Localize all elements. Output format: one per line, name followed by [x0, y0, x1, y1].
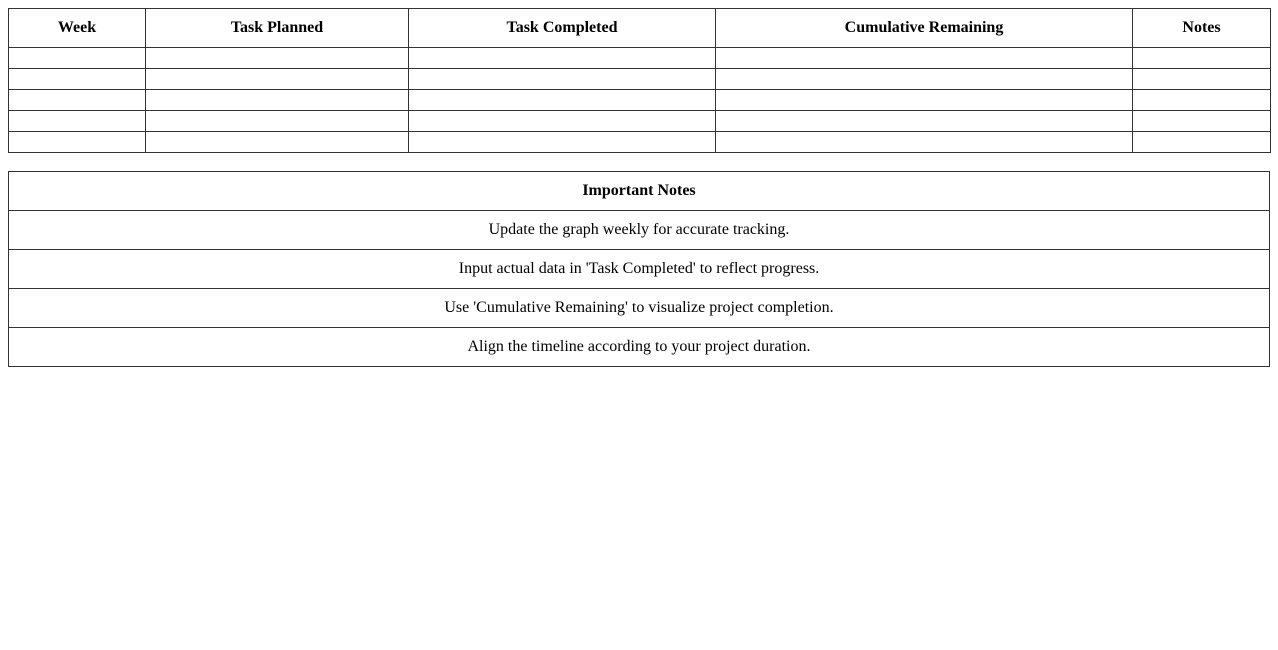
cell-week[interactable] [9, 132, 146, 153]
important-notes-table [8, 171, 1270, 367]
cell-week[interactable] [9, 69, 146, 90]
cell-notes[interactable] [1133, 132, 1271, 153]
cell-task-planned[interactable] [146, 111, 409, 132]
cell-task-completed[interactable] [409, 90, 716, 111]
table-row [9, 90, 1271, 111]
table-row [9, 111, 1271, 132]
cell-task-completed[interactable] [409, 132, 716, 153]
cell-task-completed[interactable] [409, 69, 716, 90]
cell-week[interactable] [9, 90, 146, 111]
list-item [9, 328, 1270, 367]
list-item [9, 250, 1270, 289]
header-task-completed: Task Completed [409, 9, 716, 48]
note-item: Align the timeline according to your project duration. [9, 328, 1270, 367]
cell-week[interactable] [9, 48, 146, 69]
important-notes-title: Important Notes [9, 172, 1270, 211]
cell-notes[interactable] [1133, 48, 1271, 69]
cell-task-completed[interactable] [409, 111, 716, 132]
cell-notes[interactable] [1133, 90, 1271, 111]
header-notes: Notes [1133, 9, 1271, 48]
note-item: Input actual data in 'Task Completed' to reflect progress. [9, 250, 1270, 289]
table-row [9, 132, 1271, 153]
header-week: Week [9, 9, 146, 48]
cell-task-planned[interactable] [146, 90, 409, 111]
cell-task-planned[interactable] [146, 69, 409, 90]
cell-cumulative-remaining[interactable] [716, 69, 1133, 90]
note-item: Use 'Cumulative Remaining' to visualize project completion. [9, 289, 1270, 328]
cell-task-completed[interactable] [409, 48, 716, 69]
list-item [9, 211, 1270, 250]
cell-task-planned[interactable] [146, 48, 409, 69]
table-row [9, 69, 1271, 90]
cell-cumulative-remaining[interactable] [716, 90, 1133, 111]
notes-header-row [9, 172, 1270, 211]
tracker-table [8, 8, 1271, 153]
cell-cumulative-remaining[interactable] [716, 132, 1133, 153]
cell-week[interactable] [9, 111, 146, 132]
header-task-planned: Task Planned [146, 9, 409, 48]
cell-notes[interactable] [1133, 111, 1271, 132]
cell-task-planned[interactable] [146, 132, 409, 153]
table-row [9, 48, 1271, 69]
header-cumulative-remaining: Cumulative Remaining [716, 9, 1133, 48]
note-item: Update the graph weekly for accurate tracking. [9, 211, 1270, 250]
cell-cumulative-remaining[interactable] [716, 111, 1133, 132]
cell-notes[interactable] [1133, 69, 1271, 90]
list-item [9, 289, 1270, 328]
cell-cumulative-remaining[interactable] [716, 48, 1133, 69]
tracker-header-row [9, 9, 1271, 48]
